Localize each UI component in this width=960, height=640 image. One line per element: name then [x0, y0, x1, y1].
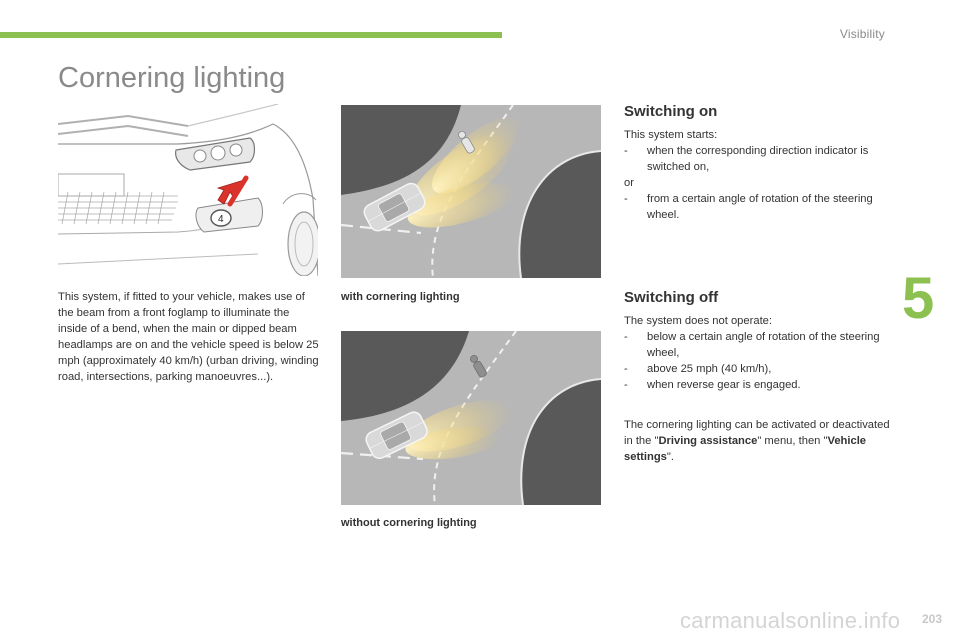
- caption-without-cornering: without cornering lighting: [341, 517, 477, 529]
- list-item: - when the corresponding direction indicator is switched on,: [624, 145, 869, 173]
- watermark: carmanualsonline.info: [680, 608, 901, 633]
- list-item: - when reverse gear is engaged.: [624, 379, 801, 391]
- list-item: - below a certain angle of rotation of the steering wheel,: [624, 331, 880, 359]
- header-accent-bar: [0, 32, 502, 38]
- page-number: 203: [921, 612, 942, 626]
- caption-with-cornering: with cornering lighting: [341, 291, 460, 303]
- menu-name: Driving assistance: [658, 435, 758, 447]
- list-item: - from a certain angle of rotation of the steering wheel.: [624, 193, 873, 221]
- intro-paragraph: This system, if fitted to your vehicle, makes use of the beam from a front foglamp to illuminate the inside of a bend, when the main or dipped beam headlamps are on and the vehicle speed is below 25 mph (approximately 40 km/h) (urban driving, winding road, intersections, parking manoeuvres...).: [58, 291, 319, 383]
- page-title: Cornering lighting: [58, 62, 286, 94]
- list-item: - above 25 mph (40 km/h),: [624, 363, 772, 375]
- switching-off-heading: Switching off: [624, 289, 719, 306]
- foglamp-callout: 4: [218, 214, 224, 225]
- chapter-number: 5: [902, 266, 935, 331]
- submenu-name: Vehicle settings: [624, 435, 867, 463]
- car-front-illustration: [58, 104, 318, 276]
- switching-on-connector: or: [624, 177, 634, 189]
- switching-off-text: [624, 313, 894, 393]
- with-cornering-diagram: [341, 105, 601, 278]
- switching-on-heading: Switching on: [624, 103, 718, 120]
- switching-on-intro: This system starts:: [624, 129, 718, 141]
- switching-on-text: [624, 127, 894, 223]
- activation-note: The cornering lighting can be activated or deactivated in the "Driving assistance" menu, then "Vehicle settings".: [624, 419, 890, 463]
- section-title: Visibility: [839, 27, 885, 41]
- without-cornering-diagram: [341, 331, 601, 505]
- switching-off-intro: The system does not operate:: [624, 315, 773, 327]
